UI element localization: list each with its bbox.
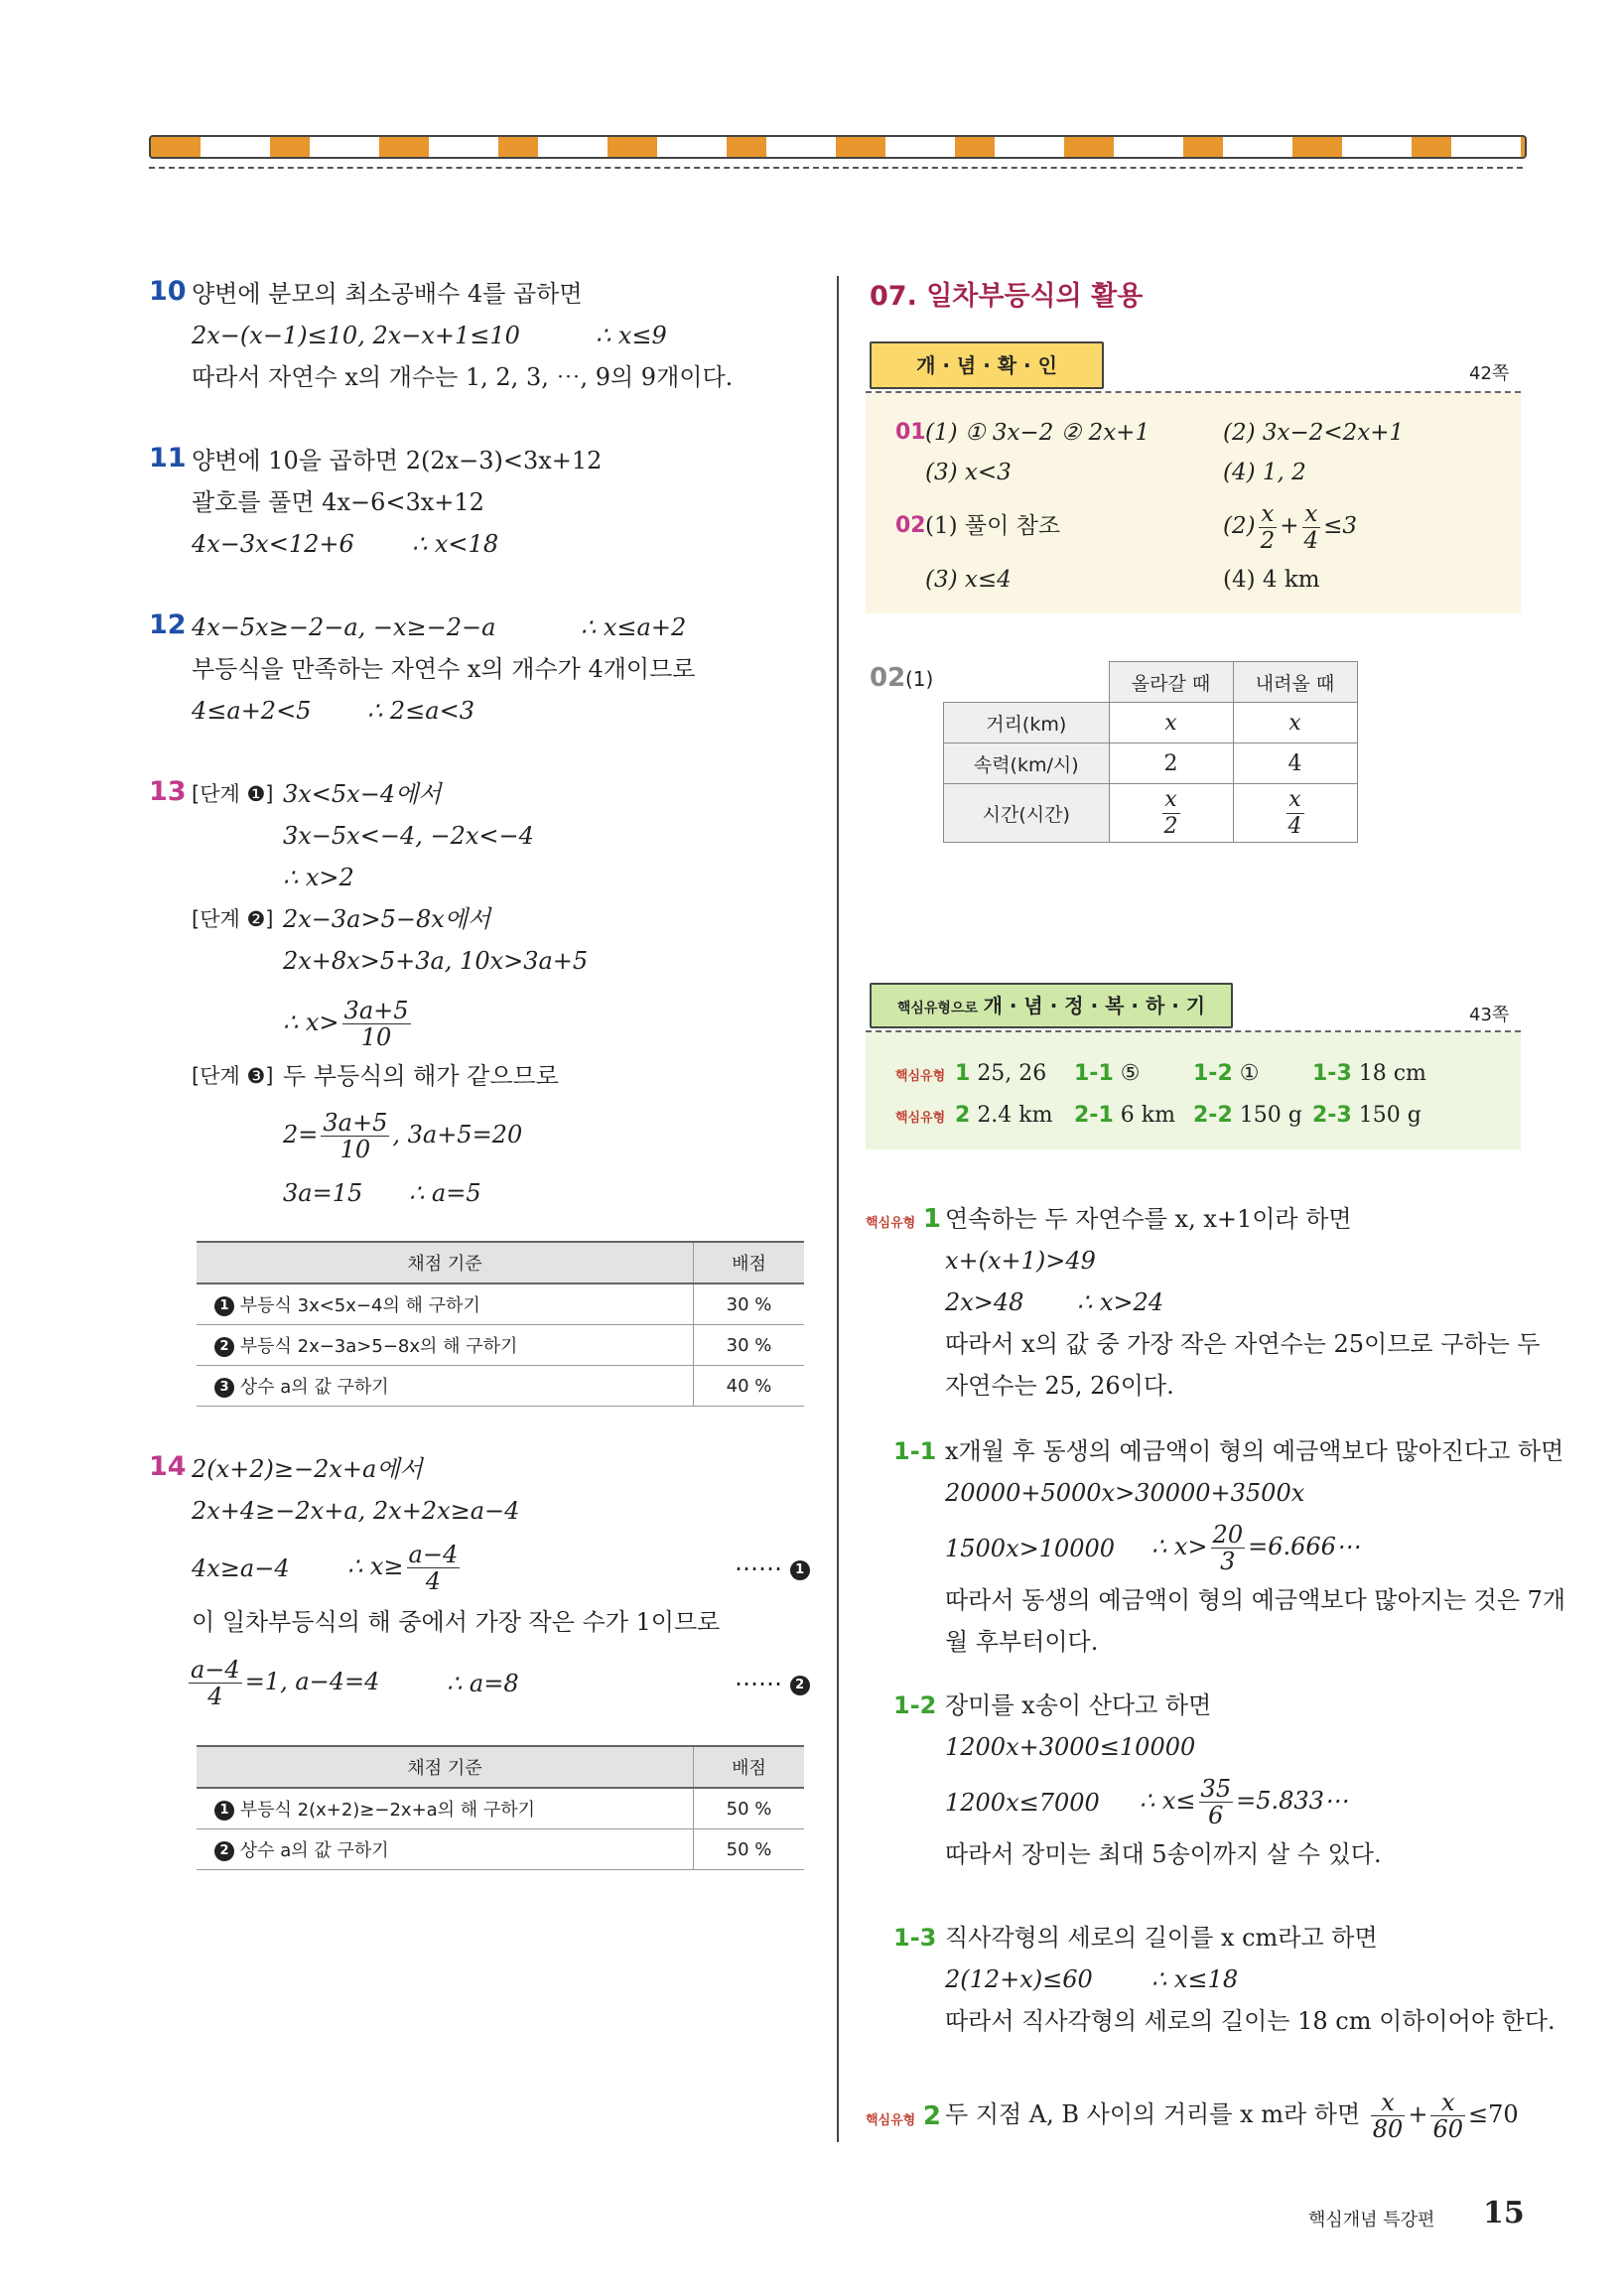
table-row: 시간(시간) $\frac{x}{2}$ $\frac{x}{4}$ [944, 784, 1358, 843]
p14-line5b: ∴ a=8 [447, 1670, 519, 1697]
sol1-2-line2: 1200x+3000≤10000 [945, 1733, 1196, 1761]
concept-master-label: 핵심유형으로 개 · 념 · 정 · 복 · 하 · 기 [870, 983, 1233, 1028]
scoring-table-13 [197, 1241, 804, 1407]
p11-line3a: 4x−3x<12+6 [192, 530, 354, 558]
cc-row3-b: (2) $\frac{x}{2}$ + $\frac{x}{4}$ ≤3 [1223, 500, 1358, 554]
cc-row2-b: (4) 1, 2 [1223, 460, 1306, 485]
speed-time-table [943, 661, 1358, 843]
sol2-label: 핵심유형 2 [866, 2101, 941, 2131]
p13-step1-label: [단계 ❶] [192, 782, 274, 806]
footer-book-title: 핵심개념 특강편 [1308, 2210, 1435, 2230]
p13-step3-b: 2= $\frac{3a+5}{10}$ , 3a+5=20 [283, 1109, 523, 1163]
p14-line3b: ∴ x≥ $\frac{a-4}{4}$ [347, 1541, 459, 1595]
p11-line2: 괄호를 풀면 4x−6<3x+12 [192, 488, 484, 516]
step-marker: 2 [214, 1337, 234, 1357]
sol1-1-line3a: 1500x>10000 [945, 1535, 1116, 1562]
table-row: 3 상수 a의 값 구하기 40 % [197, 1366, 804, 1407]
col-header-down: 내려올 때 [1233, 662, 1357, 703]
column-divider [837, 276, 839, 2142]
p11-line3b: ∴ x<18 [412, 530, 499, 558]
sol1-1-line4: 따라서 동생의 예금액이 형의 예금액보다 많아지는 것은 7개 [945, 1586, 1566, 1614]
p10-line2a: 2x−(x−1)≤10, 2x−x+1≤10 [192, 322, 520, 349]
sol1-label: 핵심유형 1 [866, 1204, 941, 1234]
p12-line3b: ∴ 2≤a<3 [367, 697, 474, 725]
sol1-line4: 따라서 x의 값 중 가장 작은 자연수는 25이므로 구하는 두 [945, 1330, 1541, 1358]
sol2-line1: 두 지점 A, B 사이의 거리를 x m라 하면 $\frac{x}{80}$ + $\frac{x}{60}$ ≤70 [945, 2089, 1519, 2143]
p11-line1: 양변에 10을 곱하면 2(2x−3)<3x+12 [192, 447, 603, 474]
p10-line2b: ∴ x≤9 [596, 322, 667, 349]
col-header-up: 올라갈 때 [1109, 662, 1233, 703]
cc-row4-b: (4) 4 km [1223, 567, 1320, 593]
sol1-2-line1: 장미를 x송이 산다고 하면 [945, 1691, 1212, 1719]
p13-step2-c: ∴ x> $\frac{3a+5}{10}$ [283, 997, 409, 1051]
problem-number-12: 12 [149, 609, 187, 640]
p13-step1-a: 3x<5x−4에서 [283, 780, 442, 808]
sol1-1-num: 1-1 [893, 1437, 937, 1465]
cc-row1-a: (1) ① 3x−2 ② 2x+1 [925, 420, 1150, 446]
cm-row2: 핵심유형 [895, 1111, 946, 1126]
cc-row1-b: (2) 3x−2<2x+1 [1223, 420, 1405, 446]
cm-row2-item3: 2-2 150 g [1193, 1103, 1302, 1128]
footer-page-number: 15 [1483, 2196, 1525, 2230]
sol1-1-line2: 20000+5000x>30000+3500x [945, 1479, 1305, 1507]
q02-sub: (1) [905, 667, 934, 691]
concept-master-dashed [866, 1030, 1521, 1032]
p14-line1: 2(x+2)≥−2x+a에서 [192, 1455, 423, 1483]
problem-number-10: 10 [149, 276, 187, 307]
p14-line5-marker: ⋯⋯ 2 [735, 1668, 810, 1699]
p14-line3-marker: ⋯⋯ 1 [735, 1553, 810, 1584]
cm-row1-item2: 1-1 ⑤ [1074, 1061, 1141, 1086]
p13-step3-a: 두 부등식의 해가 같으므로 [283, 1062, 559, 1090]
scoring-table-14 [197, 1745, 804, 1870]
p12-line1b: ∴ x≤a+2 [581, 613, 687, 641]
cm-row1-item4: 1-3 18 cm [1312, 1061, 1426, 1086]
problem-number-11: 11 [149, 443, 187, 473]
p13-step2-label: [단계 ❷] [192, 907, 274, 931]
p13-step1-b: 3x−5x<−4, −2x<−4 [283, 822, 534, 850]
concept-master-box [866, 1032, 1521, 1149]
table-row: 거리(km) x x [944, 703, 1358, 743]
step-marker: 3 [214, 1378, 234, 1398]
sol1-3-line3: 따라서 직사각형의 세로의 길이는 18 cm 이하이어야 한다. [945, 2007, 1556, 2035]
step-marker: 1 [790, 1560, 810, 1580]
header-stripe [149, 135, 1527, 159]
p13-step2-b: 2x+8x>5+3a, 10x>3a+5 [283, 947, 589, 975]
cc-row4-a: (3) x≤4 [925, 567, 1012, 593]
step-marker: 2 [790, 1676, 810, 1695]
p12-line1a: 4x−5x≥−2−a, −x≥−2−a [192, 613, 496, 641]
cm-row2-item4: 2-3 150 g [1312, 1103, 1421, 1128]
sol1-2-line3a: 1200x≤7000 [945, 1789, 1100, 1817]
section-title: 07. 일차부등식의 활용 [870, 281, 1144, 312]
sol1-2-line3b: ∴ x≤ $\frac{35}{6}$ =5.833⋯ [1140, 1775, 1348, 1829]
p14-line5: $\frac{a-4}{4}$ =1, a−4=4 [191, 1656, 380, 1710]
sol1-1-line5: 월 후부터이다. [945, 1628, 1099, 1656]
cm-row1-item3: 1-2 ① [1193, 1061, 1260, 1086]
p13-step3-label: [단계 ❸] [192, 1064, 274, 1088]
sol1-line3b: ∴ x>24 [1077, 1288, 1164, 1316]
sol1-line3a: 2x>48 [945, 1288, 1024, 1316]
table-row: 2 부등식 2x−3a>5−8x의 해 구하기 30 % [197, 1325, 804, 1366]
sol1-1-line3b: ∴ x> $\frac{20}{3}$ =6.666⋯ [1151, 1521, 1360, 1575]
step-marker: 2 [214, 1841, 234, 1861]
table-row: 2 상수 a의 값 구하기 50 % [197, 1829, 804, 1870]
table-row: 속력(km/시) 2 4 [944, 743, 1358, 784]
cc-row3-num: 02 [895, 513, 926, 538]
cm-row1: 핵심유형 [895, 1069, 946, 1084]
concept-master-page: 43쪽 [1469, 1005, 1510, 1025]
p13-step1-c: ∴ x>2 [283, 864, 354, 891]
problem-number-14: 14 [149, 1451, 187, 1482]
p14-line3a: 4x≥a−4 [192, 1554, 290, 1582]
sol1-2-num: 1-2 [893, 1691, 937, 1719]
cc-row2-a: (3) x<3 [925, 460, 1012, 485]
scoring-header-criteria: 채점 기준 [197, 1746, 694, 1788]
q02-number: 02 [870, 663, 906, 693]
table-row: 1 부등식 2(x+2)≥−2x+a의 해 구하기 50 % [197, 1788, 804, 1829]
concept-check-page: 42쪽 [1469, 363, 1510, 384]
cm-row1-item1: 1 25, 26 [955, 1061, 1047, 1086]
p10-line1: 양변에 분모의 최소공배수 4를 곱하면 [192, 280, 583, 308]
sol1-3-line1: 직사각형의 세로의 길이를 x cm라고 하면 [945, 1924, 1378, 1952]
step-marker: 1 [214, 1296, 234, 1316]
p14-line4: 이 일차부등식의 해 중에서 가장 작은 수가 1이므로 [192, 1608, 721, 1636]
sol1-3-num: 1-3 [893, 1924, 937, 1952]
p10-line3: 따라서 자연수 x의 개수는 1, 2, 3, ⋯, 9의 9개이다. [192, 363, 734, 391]
sol1-line5: 자연수는 25, 26이다. [945, 1372, 1174, 1400]
sol1-1-line1: x개월 후 동생의 예금액이 형의 예금액보다 많아진다고 하면 [945, 1437, 1564, 1465]
p13-step3-c-a: 3a=15 [283, 1179, 363, 1207]
scoring-header-points: 배점 [694, 1242, 805, 1283]
cm-row2-item1: 2 2.4 km [955, 1103, 1053, 1128]
problem-number-13: 13 [149, 776, 187, 807]
p14-line2: 2x+4≥−2x+a, 2x+2x≥a−4 [192, 1497, 520, 1525]
sol1-3-line2b: ∴ x≤18 [1151, 1965, 1239, 1993]
p12-line2: 부등식을 만족하는 자연수 x의 개수가 4개이므로 [192, 655, 696, 683]
concept-check-dashed [866, 391, 1521, 393]
sol1-line2: x+(x+1)>49 [945, 1247, 1096, 1275]
cc-row3-a: (1) 풀이 참조 [925, 513, 1061, 539]
step-marker: 1 [214, 1801, 234, 1821]
p13-step3-c-b: ∴ a=5 [409, 1179, 481, 1207]
sol1-line1: 연속하는 두 자연수를 x, x+1이라 하면 [945, 1205, 1352, 1233]
scoring-header-points: 배점 [694, 1746, 805, 1788]
cc-row1-num: 01 [895, 420, 926, 445]
concept-check-label: 개 · 념 · 확 · 인 [870, 341, 1104, 389]
sol1-3-line2a: 2(12+x)≤60 [945, 1965, 1093, 1993]
p13-step2-a: 2x−3a>5−8x에서 [283, 905, 491, 933]
cm-row2-item2: 2-1 6 km [1074, 1103, 1175, 1128]
table-row: 1 부등식 3x<5x−4의 해 구하기 30 % [197, 1283, 804, 1325]
p12-line3a: 4≤a+2<5 [192, 697, 312, 725]
sol1-2-line4: 따라서 장미는 최대 5송이까지 살 수 있다. [945, 1840, 1382, 1868]
scoring-header-criteria: 채점 기준 [197, 1242, 694, 1283]
header-dashed-line [149, 167, 1523, 169]
